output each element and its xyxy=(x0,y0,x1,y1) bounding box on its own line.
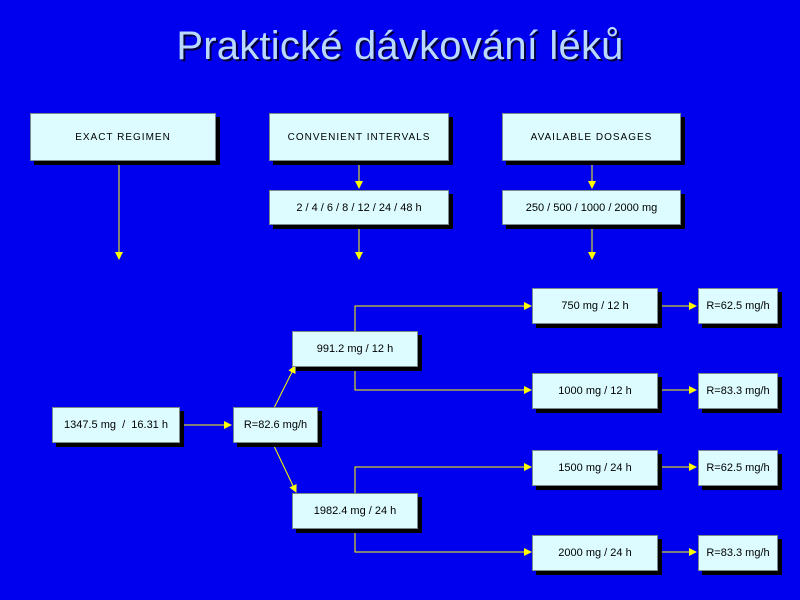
arrow-24h-to-2000 xyxy=(355,530,531,552)
intervals-options-box: 2 / 4 / 6 / 8 / 12 / 24 / 48 h xyxy=(269,190,449,225)
arrow-12h-to-1000 xyxy=(355,368,531,390)
regimen-2000-24h-box: 2000 mg / 24 h xyxy=(532,535,658,571)
rate-1000-12h-box: R=83.3 mg/h xyxy=(698,373,778,409)
rate-750-12h-box: R=62.5 mg/h xyxy=(698,288,778,324)
slide-title: Praktické dávkování léků xyxy=(176,24,624,68)
arrow-rate-to-12h xyxy=(274,366,295,408)
branch-24h-box: 1982.4 mg / 24 h xyxy=(292,493,418,529)
arrow-12h-to-750 xyxy=(355,306,531,331)
header-exact-regimen: EXACT REGIMEN xyxy=(30,113,216,161)
arrow-24h-to-1500 xyxy=(355,467,531,493)
header-convenient-intervals: CONVENIENT INTERVALS xyxy=(269,113,449,161)
rate-box: R=82.6 mg/h xyxy=(233,407,318,443)
header-available-dosages: AVAILABLE DOSAGES xyxy=(502,113,681,161)
rate-2000-24h-box: R=83.3 mg/h xyxy=(698,535,778,571)
start-regimen-box: 1347.5 mg / 16.31 h xyxy=(52,407,180,443)
branch-12h-box: 991.2 mg / 12 h xyxy=(292,331,418,367)
regimen-750-12h-box: 750 mg / 12 h xyxy=(532,288,658,324)
regimen-1000-12h-box: 1000 mg / 12 h xyxy=(532,373,658,409)
dosages-options-box: 250 / 500 / 1000 / 2000 mg xyxy=(502,190,681,225)
regimen-1500-24h-box: 1500 mg / 24 h xyxy=(532,450,658,486)
arrow-rate-to-24h xyxy=(274,446,296,492)
rate-1500-24h-box: R=62.5 mg/h xyxy=(698,450,778,486)
